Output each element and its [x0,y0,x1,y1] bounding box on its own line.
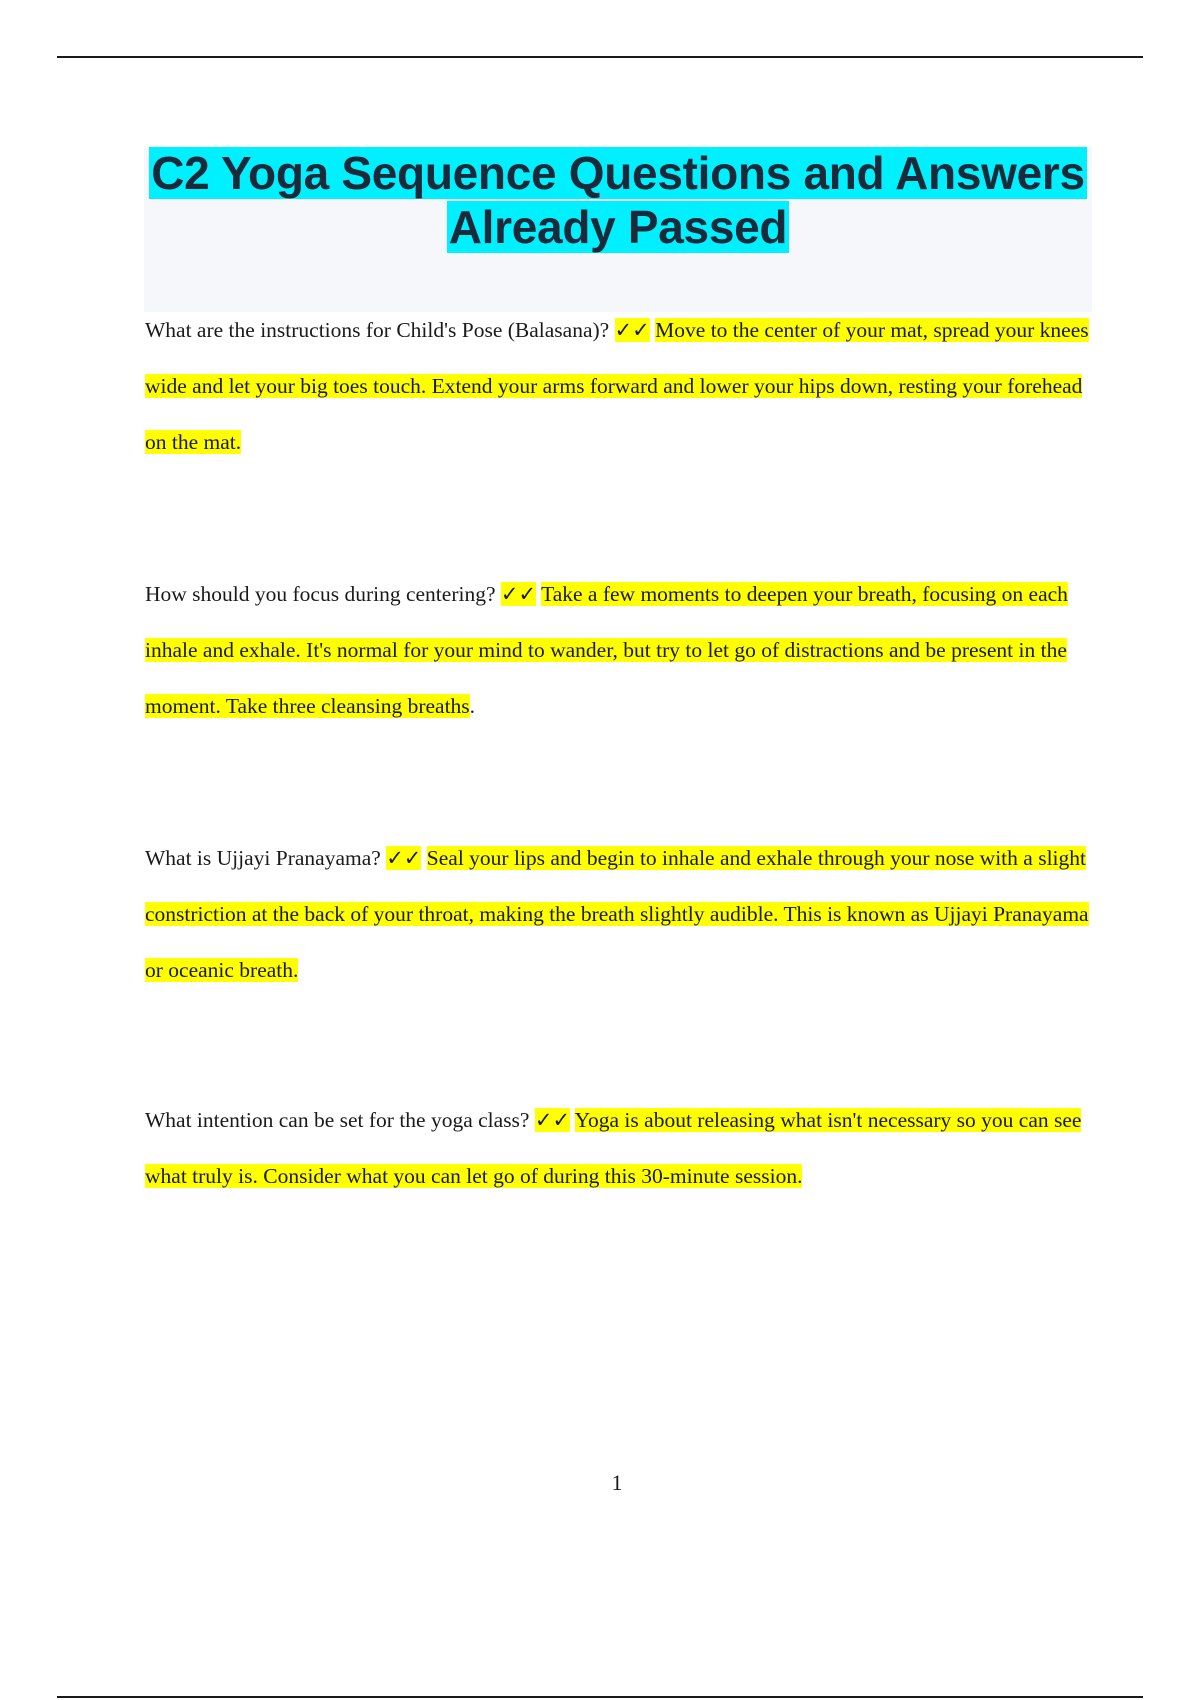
page-number: 1 [611,1470,623,1495]
top-rule [57,56,1143,58]
answer-suffix: . [469,694,476,718]
page-title [144,146,1092,254]
answer: Yoga is about releasing what isn't necessary so you can see what truly is. Consider what you can let go of during this 30-minute session. [145,1108,1082,1188]
double-check-icon: ✓✓ [614,318,650,342]
bottom-rule [57,1696,1143,1698]
qa-item [145,830,1095,998]
qa-item [145,566,1095,734]
qa-item [145,302,1095,470]
answer: Move to the center of your mat, spread your knees wide and let your big toes touch. Extend your arms forward and lower your hips down, resting your forehead on the mat. [145,318,1089,454]
question: What is Ujjayi Pranayama? [145,846,381,870]
double-check-icon: ✓✓ [386,846,422,870]
page-title-text: C2 Yoga Sequence Questions and Answers Already Passed [151,147,1085,253]
qa-item [145,1092,1095,1204]
question: What intention can be set for the yoga class? [145,1108,530,1132]
title-block [144,146,1092,312]
answer: Take a few moments to deepen your breath, focusing on each inhale and exhale. It's normal for your mind to wander, but try to let go of distractions and be present in the moment. Take three cleansing breaths [145,582,1068,718]
double-check-icon: ✓✓ [500,582,537,606]
question: How should you focus during centering? [145,582,496,606]
question: What are the instructions for Child's Pose (Balasana)? [145,318,610,342]
answer: Seal your lips and begin to inhale and exhale through your nose with a slight constriction at the back of your throat, making the breath slightly audible. This is known as Ujjayi Pranayama or oceanic breath. [145,846,1089,982]
double-check-icon: ✓✓ [534,1108,571,1132]
